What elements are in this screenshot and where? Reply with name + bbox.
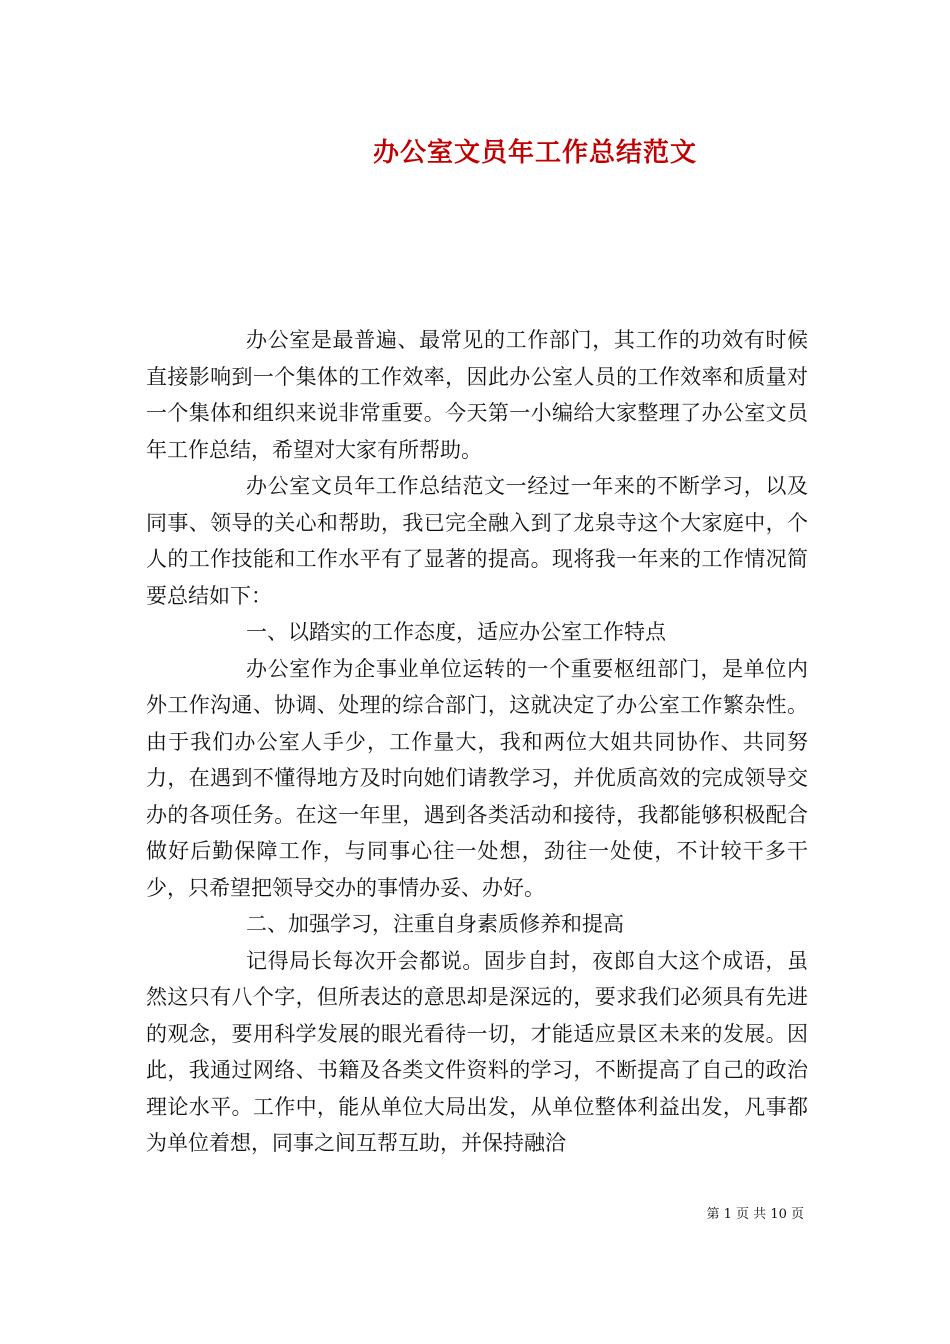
document-body: [146, 322, 808, 1162]
document-title: 办公室文员年工作总结范文: [372, 138, 697, 168]
paragraph-summary-one: 办公室文员年工作总结范文一经过一年来的不断学习，以及同事、领导的关心和帮助，我已完全融入到了龙泉寺这个大家庭中，个人的工作技能和工作水平有了显著的提高。现将我一年来的工作情况简要总结如下：: [146, 474, 808, 608]
page-footer: 第 1 页 共 10 页: [706, 1207, 804, 1222]
section-heading-one: 一、以踏实的工作态度，适应办公室工作特点: [246, 620, 666, 644]
paragraph-section-one: 办公室作为企事业单位运转的一个重要枢纽部门，是单位内外工作沟通、协调、处理的综合部门，这就决定了办公室工作繁杂性。由于我们办公室人手少，工作量大，我和两位大姐共同协作、共同努力，在遇到不懂得地方及时向她们请教学习，并优质高效的完成领导交办的各项任务。在这一年里，遇到各类活动和接待，我都能够积极配合做好后勤保障工作，与同事心往一处想，劲往一处使，不计较干多干少，只希望把领导交办的事情办妥、办好。: [146, 656, 808, 900]
paragraph-section-two: 记得局长每次开会都说。固步自封，夜郎自大这个成语，虽然这只有八个字，但所表达的意思却是深远的，要求我们必须具有先进的观念，要用科学发展的眼光看待一切，才能适应景区未来的发展。因此，我通过网络、书籍及各类文件资料的学习，不断提高了自己的政治理论水平。工作中，能从单位大局出发，从单位整体利益出发，凡事都为单位着想，同事之间互帮互助，并保持融洽: [146, 948, 808, 1155]
paragraph-intro: 办公室是最普遍、最常见的工作部门，其工作的功效有时候直接影响到一个集体的工作效率，因此办公室人员的工作效率和质量对一个集体和组织来说非常重要。今天第一小编给大家整理了办公室文员年工作总结，希望对大家有所帮助。: [146, 328, 808, 462]
section-heading-two: 二、加强学习，注重自身素质修养和提高: [246, 912, 624, 936]
